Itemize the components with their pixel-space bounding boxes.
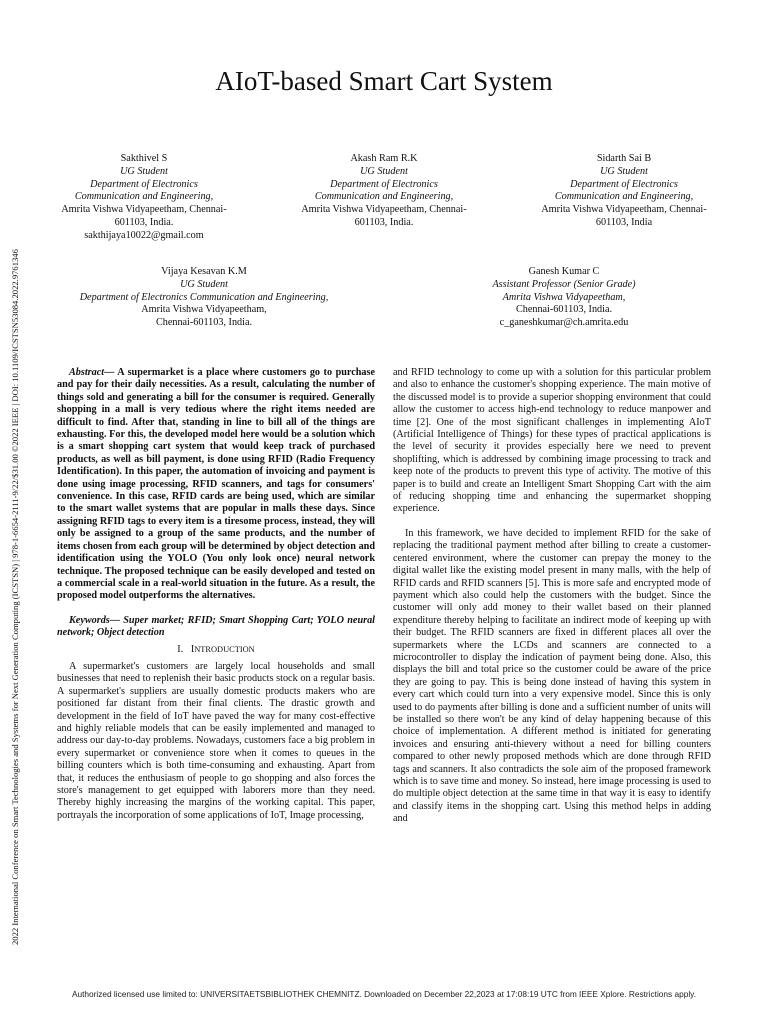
keywords-label: Keywords (69, 614, 110, 626)
author-block-1 (44, 153, 244, 243)
intro-paragraph-1: A supermarket's customers are largely local households and small businesses that need to replenish their basic products stock on a regular basis. A supermarket's suppliers are usually domestic products makers who are positioned far distant from their final clients. The drastic growth and development in the field of IoT have paved the way for many cost-effective and highly reliable models that can be easily implemented and managed to address our day-to-day problems. Nowadays, customers face a big problem in every supermarket or convenience store when it comes to queues in the billing counters which is both time-consuming and exhausting. Apart from that, it reduces the enthusiasm of people to go shopping and also forces the store's management to get equipped with laborers more than they need. Thereby highly increasing the margins of the working capital. This paper, portrayals the incorporation of some applications of IoT, Image processing, (57, 660, 375, 821)
author-institution: Amrita Vishwa Vidyapeetham, Chennai- (301, 204, 467, 216)
author-institution: Chennai-601103, India. (515, 304, 613, 316)
sidebar-citation: 2022 International Conference on Smart Technologies and Systems for Next Generation Computing (ICSTSN) | 978-1-6654-2111-9/22/$31.00 ©2022 IEEE | DOI: 10.1109/ICSTSN53084.2022.9761346 (10, 249, 20, 945)
keywords-text: Super market; RFID; Smart Shopping Cart; YOLO neural network; Object detection (57, 614, 375, 639)
author-block-5 (434, 266, 694, 330)
intro-paragraph-2: and RFID technology to come up with a solution for this particular problem and also to enhance the customer's shopping experience. The main motive of the discussed model is to provide a superior shopping environment that could allow the customer to access high-end technology to reduce manpower and time [2]. One of the most significant challenges in implementing AIoT (Artificial Intelligence of Things) for these types of practical applications is the level of security it provides especially here we need to prevent shoplifting, which is addressed by combining image processing to track and keep note of the products to prevent this type of activity. The motive of this paper is to build and create an Intelligent Smart Shopping Cart with the aim of reducing shopping time and enhancing the supermarket shopping experience. (393, 367, 711, 515)
author-block-2 (284, 153, 484, 230)
author-email: sakthijaya10022@gmail.com (84, 229, 204, 241)
author-institution: Amrita Vishwa Vidyapeetham, (141, 304, 267, 316)
author-name: Sakthivel S (120, 153, 168, 164)
author-dept: Department of Electronics (330, 178, 438, 190)
abstract-text: A supermarket is a place where customers go to purchase and pay for their daily necessities. As a result, calculating the number of things sold and generating a bill for the consumer is required. Generally shopping in a mall is very tedious where the right items needed are difficult to find. After that, standing in line to bill all of the things are exhausting. For this, the developed model here would be a solution which is a smart shopping cart system that would keep track of purchased products, as well as bill payment, is done using RFID (Radio Frequency Identification). In this paper, the automation of invoicing and payment is done using image processing, RFID scanners, and tags for consumers' convenience. In this case, RFID cards are being used, which are similar to the smart wallet systems that are popular in malls these days. Since assigning RFID tags to every item is a tiresome process, instead, they will only be assigned to a group of the same products, and the number of items chosen from each group will be determined by object detection and identification using the YOLO (You only look once) neural network technique. The proposed technique can be easily developed and tested on a commercial scale in a real-world situation in the future. As a result, the proposed model outperforms the alternatives. (57, 367, 375, 602)
author-dept: Communication and Engineering, (314, 191, 454, 203)
publication-sidebar (7, 115, 21, 945)
author-dept: Communication and Engineering, (74, 191, 214, 203)
author-block-3 (524, 153, 724, 230)
author-dept: Department of Electronics (90, 178, 198, 190)
section-number: I. (177, 643, 184, 655)
author-name: Akash Ram R.K (350, 153, 418, 164)
author-name: Ganesh Kumar C (528, 266, 600, 277)
intro-paragraph-3: In this framework, we have decided to implement RFID for the sake of replacing the traditional payment method after billing to create a customer-centered environment, where the customer can prepay the money to the digital wallet like the existing model present in many malls, with the help of RFID cards and RFID scanners [5]. This is more safe and encrypted mode of payment which also could help the customers with the budget. Since the customer will only add money to their wallet based on their planned expenditure thereby helping to facilitate an indirect mode of keeping up with their budget. The RFID scanners are fixed in different places all over the supermarkets where the LCDs and scanners are connected to a microcontroller to display the indication of payment being done. Also, this displays the bill and total price so the customer could be aware of the price they are going to pay. This is being done instead of having this system in every cart which could turn into a very expensive model. Since this is only used to do payments after billing is done and a sufficient number of units will be installed so there won't be any kind of delay happening because of this choice of implementation. A different method is initiated for generating invoices and ensuring anti-thievery without a need for billing counters compared to other newly proposed methods which are done through RFID tags and scanners. It also contradicts the sole aim of the proposed framework which is to save time and money. So instead, here image processing is used to do multiple object detection at the same time in that way it is easy to identify and classify items in the shopping cart. Using this method helps in adding and (393, 527, 711, 825)
author-institution: Amrita Vishwa Vidyapeetham, Chennai- (541, 204, 707, 216)
author-institution: 601103, India. (114, 216, 174, 228)
section-title-rest: NTRODUCTION (194, 644, 255, 654)
left-column (57, 367, 375, 822)
author-dept: Department of Electronics (570, 178, 678, 190)
author-institution: 601103, India (595, 216, 653, 228)
keywords (57, 615, 375, 640)
author-dept: Amrita Vishwa Vidyapeetham, (502, 291, 626, 303)
author-institution: Amrita Vishwa Vidyapeetham, Chennai- (61, 204, 227, 216)
author-name: Vijaya Kesavan K.M (161, 266, 247, 277)
author-role: Assistant Professor (Senior Grade) (492, 278, 636, 290)
right-column (393, 367, 711, 826)
section-title-first: I (190, 643, 195, 655)
author-role: UG Student (180, 278, 228, 290)
author-dept: Department of Electronics Communication and Engineering, (79, 291, 329, 303)
author-role: UG Student (120, 165, 168, 177)
author-block-4 (44, 266, 364, 330)
author-email-link[interactable]: c_ganeshkumar@ch.amrita.edu (499, 317, 629, 329)
author-name: Sidarth Sai B (596, 153, 652, 164)
license-footer: Authorized licensed use limited to: UNIVERSITAETSBIBLIOTHEK CHEMNITZ. Downloaded on December 22,2023 at 17:08:19 UTC from IEEE Xplore. Restrictions apply. (71, 989, 697, 999)
abstract (57, 367, 375, 603)
abstract-label: Abstract (69, 367, 105, 378)
author-dept: Communication and Engineering, (554, 191, 694, 203)
author-institution: 601103, India. (354, 216, 414, 228)
keywords-dash: — (109, 614, 120, 626)
author-institution: Chennai-601103, India. (155, 317, 253, 329)
abstract-dash: — (104, 367, 115, 378)
author-role: UG Student (360, 165, 408, 177)
author-role: UG Student (600, 165, 648, 177)
section-heading-introduction (57, 644, 375, 656)
paper-title: AIoT-based Smart Cart System (215, 66, 553, 96)
